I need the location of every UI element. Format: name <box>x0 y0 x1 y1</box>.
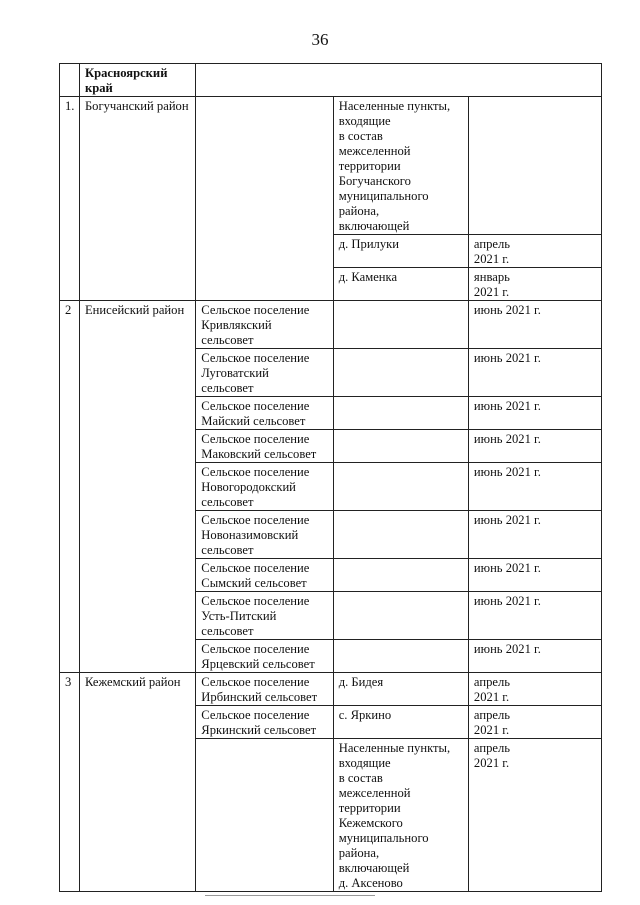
place-cell <box>333 640 468 673</box>
date-cell: июнь 2021 г. <box>468 559 601 592</box>
place-cell: д. Бидея <box>333 673 468 706</box>
district-number: 2 <box>60 301 80 673</box>
settlement-cell <box>196 97 333 301</box>
date-cell: апрель 2021 г. <box>468 739 601 892</box>
scan-edge-line <box>205 895 375 896</box>
settlement-cell: Сельское поселение Новоназимовский сельсовет <box>196 511 333 559</box>
region-name: Красноярский край <box>79 64 195 97</box>
date-cell: июнь 2021 г. <box>468 397 601 430</box>
table-row <box>60 301 602 349</box>
settlement-cell: Сельское поселение Ирбинский сельсовет <box>196 673 333 706</box>
page-number: 36 <box>311 30 329 49</box>
date-cell <box>468 97 601 235</box>
settlement-cell <box>196 739 333 892</box>
place-cell: Населенные пункты, входящие в состав межселенной территории Богучанского муниципального района, включающей <box>333 97 468 235</box>
settlement-cell: Сельское поселение Майский сельсовет <box>196 397 333 430</box>
district-name: Кежемский район <box>79 673 195 892</box>
settlement-cell: Сельское поселение Усть-Питский сельсовет <box>196 592 333 640</box>
place-cell: Населенные пункты, входящие в состав межселенной территории Кежемского муниципального района, включающей д. Аксеново <box>333 739 468 892</box>
region-empty-cell <box>196 64 602 97</box>
place-cell <box>333 463 468 511</box>
date-cell: июнь 2021 г. <box>468 349 601 397</box>
date-cell: июнь 2021 г. <box>468 640 601 673</box>
settlement-cell: Сельское поселение Кривлякский сельсовет <box>196 301 333 349</box>
place-cell <box>333 349 468 397</box>
settlement-cell: Сельское поселение Ярцевский сельсовет <box>196 640 333 673</box>
district-number: 3 <box>60 673 80 892</box>
date-cell: июнь 2021 г. <box>468 463 601 511</box>
settlement-cell: Сельское поселение Яркинский сельсовет <box>196 706 333 739</box>
place-cell <box>333 397 468 430</box>
region-num-cell <box>60 64 80 97</box>
place-cell <box>333 592 468 640</box>
date-cell: январь 2021 г. <box>468 268 601 301</box>
settlements-table <box>59 63 602 892</box>
date-cell: июнь 2021 г. <box>468 430 601 463</box>
place-cell <box>333 511 468 559</box>
place-cell: д. Прилуки <box>333 235 468 268</box>
date-cell: апрель 2021 г. <box>468 235 601 268</box>
place-cell: д. Каменка <box>333 268 468 301</box>
table-row <box>60 97 602 235</box>
date-cell: июнь 2021 г. <box>468 301 601 349</box>
table-row-region <box>60 64 602 97</box>
settlement-cell: Сельское поселение Новогородокский сельсовет <box>196 463 333 511</box>
date-cell: июнь 2021 г. <box>468 511 601 559</box>
settlement-cell: Сельское поселение Сымский сельсовет <box>196 559 333 592</box>
district-name: Богучанский район <box>79 97 195 301</box>
settlement-cell: Сельское поселение Маковский сельсовет <box>196 430 333 463</box>
place-cell <box>333 430 468 463</box>
date-cell: апрель 2021 г. <box>468 673 601 706</box>
date-cell: июнь 2021 г. <box>468 592 601 640</box>
table-row <box>60 673 602 706</box>
district-name: Енисейский район <box>79 301 195 673</box>
place-cell <box>333 301 468 349</box>
settlement-cell: Сельское поселение Луговатский сельсовет <box>196 349 333 397</box>
place-cell <box>333 559 468 592</box>
date-cell: апрель 2021 г. <box>468 706 601 739</box>
place-cell: с. Яркино <box>333 706 468 739</box>
district-number: 1. <box>60 97 80 301</box>
